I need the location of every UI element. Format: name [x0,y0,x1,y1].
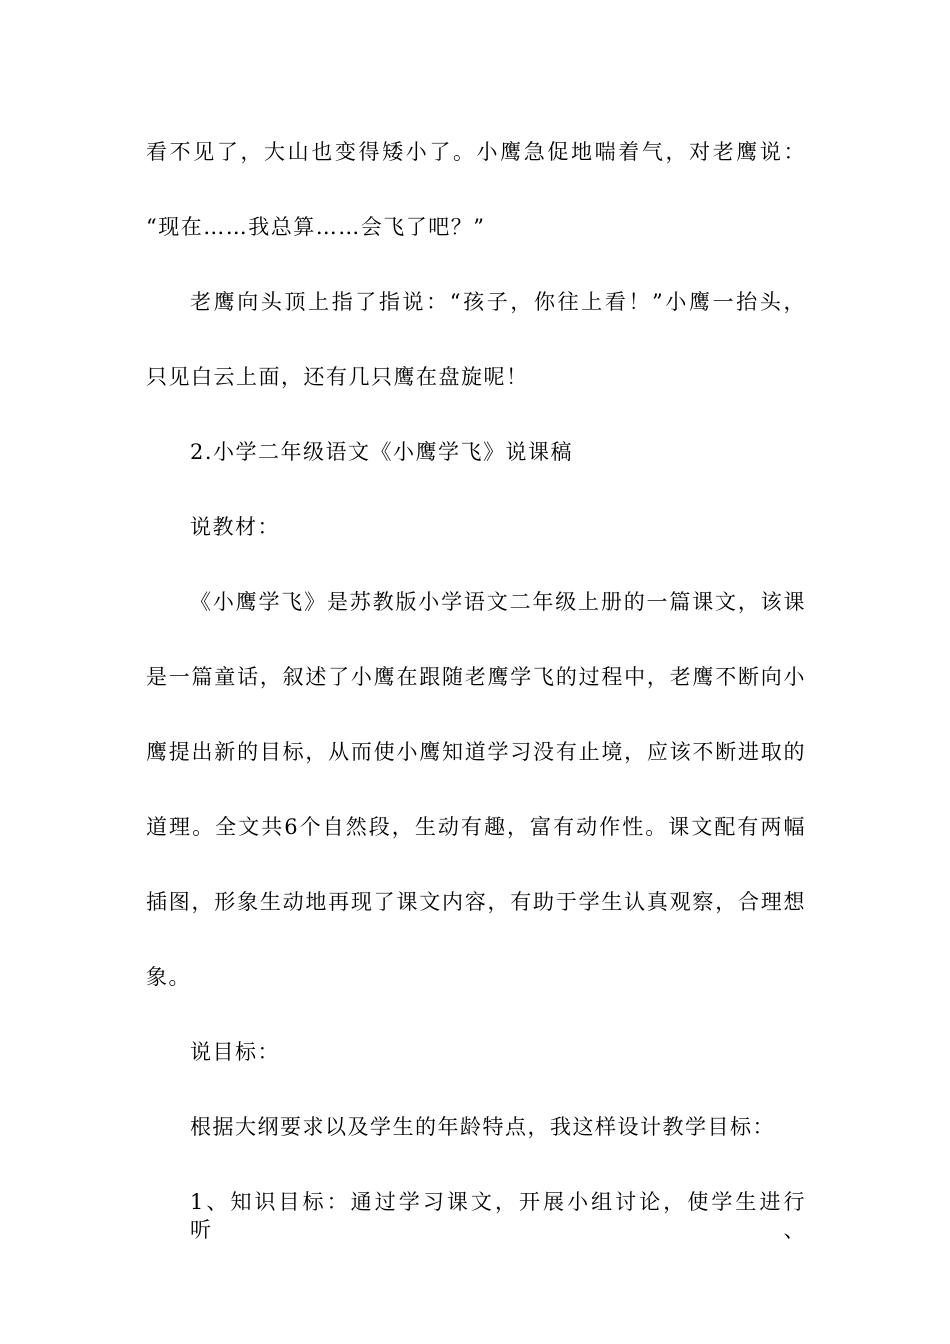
paragraph-line: 《小鹰学飞》是苏教版小学语文二年级上册的一篇课文，该课 [190,590,806,614]
paragraph-line: “现在……我总算……会飞了吧？” [146,215,486,239]
paragraph-line: 看不见了，大山也变得矮小了。小鹰急促地喘着气，对老鹰说： [146,140,806,164]
paragraph-line: 根据大纲要求以及学生的年龄特点，我这样设计教学目标： [190,1115,775,1139]
section-label: 说目标： [190,1040,280,1064]
paragraph-line: 道理。全文共6个自然段，生动有趣，富有动作性。课文配有两幅 [146,815,806,839]
paragraph-line: 老鹰向头顶上指了指说：“孩子，你往上看！”小鹰一抬头， [190,290,806,314]
paragraph-line: 是一篇童话，叙述了小鹰在跟随老鹰学飞的过程中，老鹰不断向小 [146,665,806,689]
paragraph-line: 象。 [146,965,191,989]
section-heading: 2.小学二年级语文《小鹰学飞》说课稿 [190,440,574,464]
section-label: 说教材： [190,515,280,539]
paragraph-line: 插图，形象生动地再现了课文内容，有助于学生认真观察，合理想 [146,890,806,914]
paragraph-line: 鹰提出新的目标，从而使小鹰知道学习没有止境，应该不断进取的 [146,740,806,764]
paragraph-line: 1、知识目标：通过学习课文，开展小组讨论，使学生进行听、 [190,1190,806,1242]
paragraph-line: 只见白云上面，还有几只鹰在盘旋呢！ [146,365,529,389]
